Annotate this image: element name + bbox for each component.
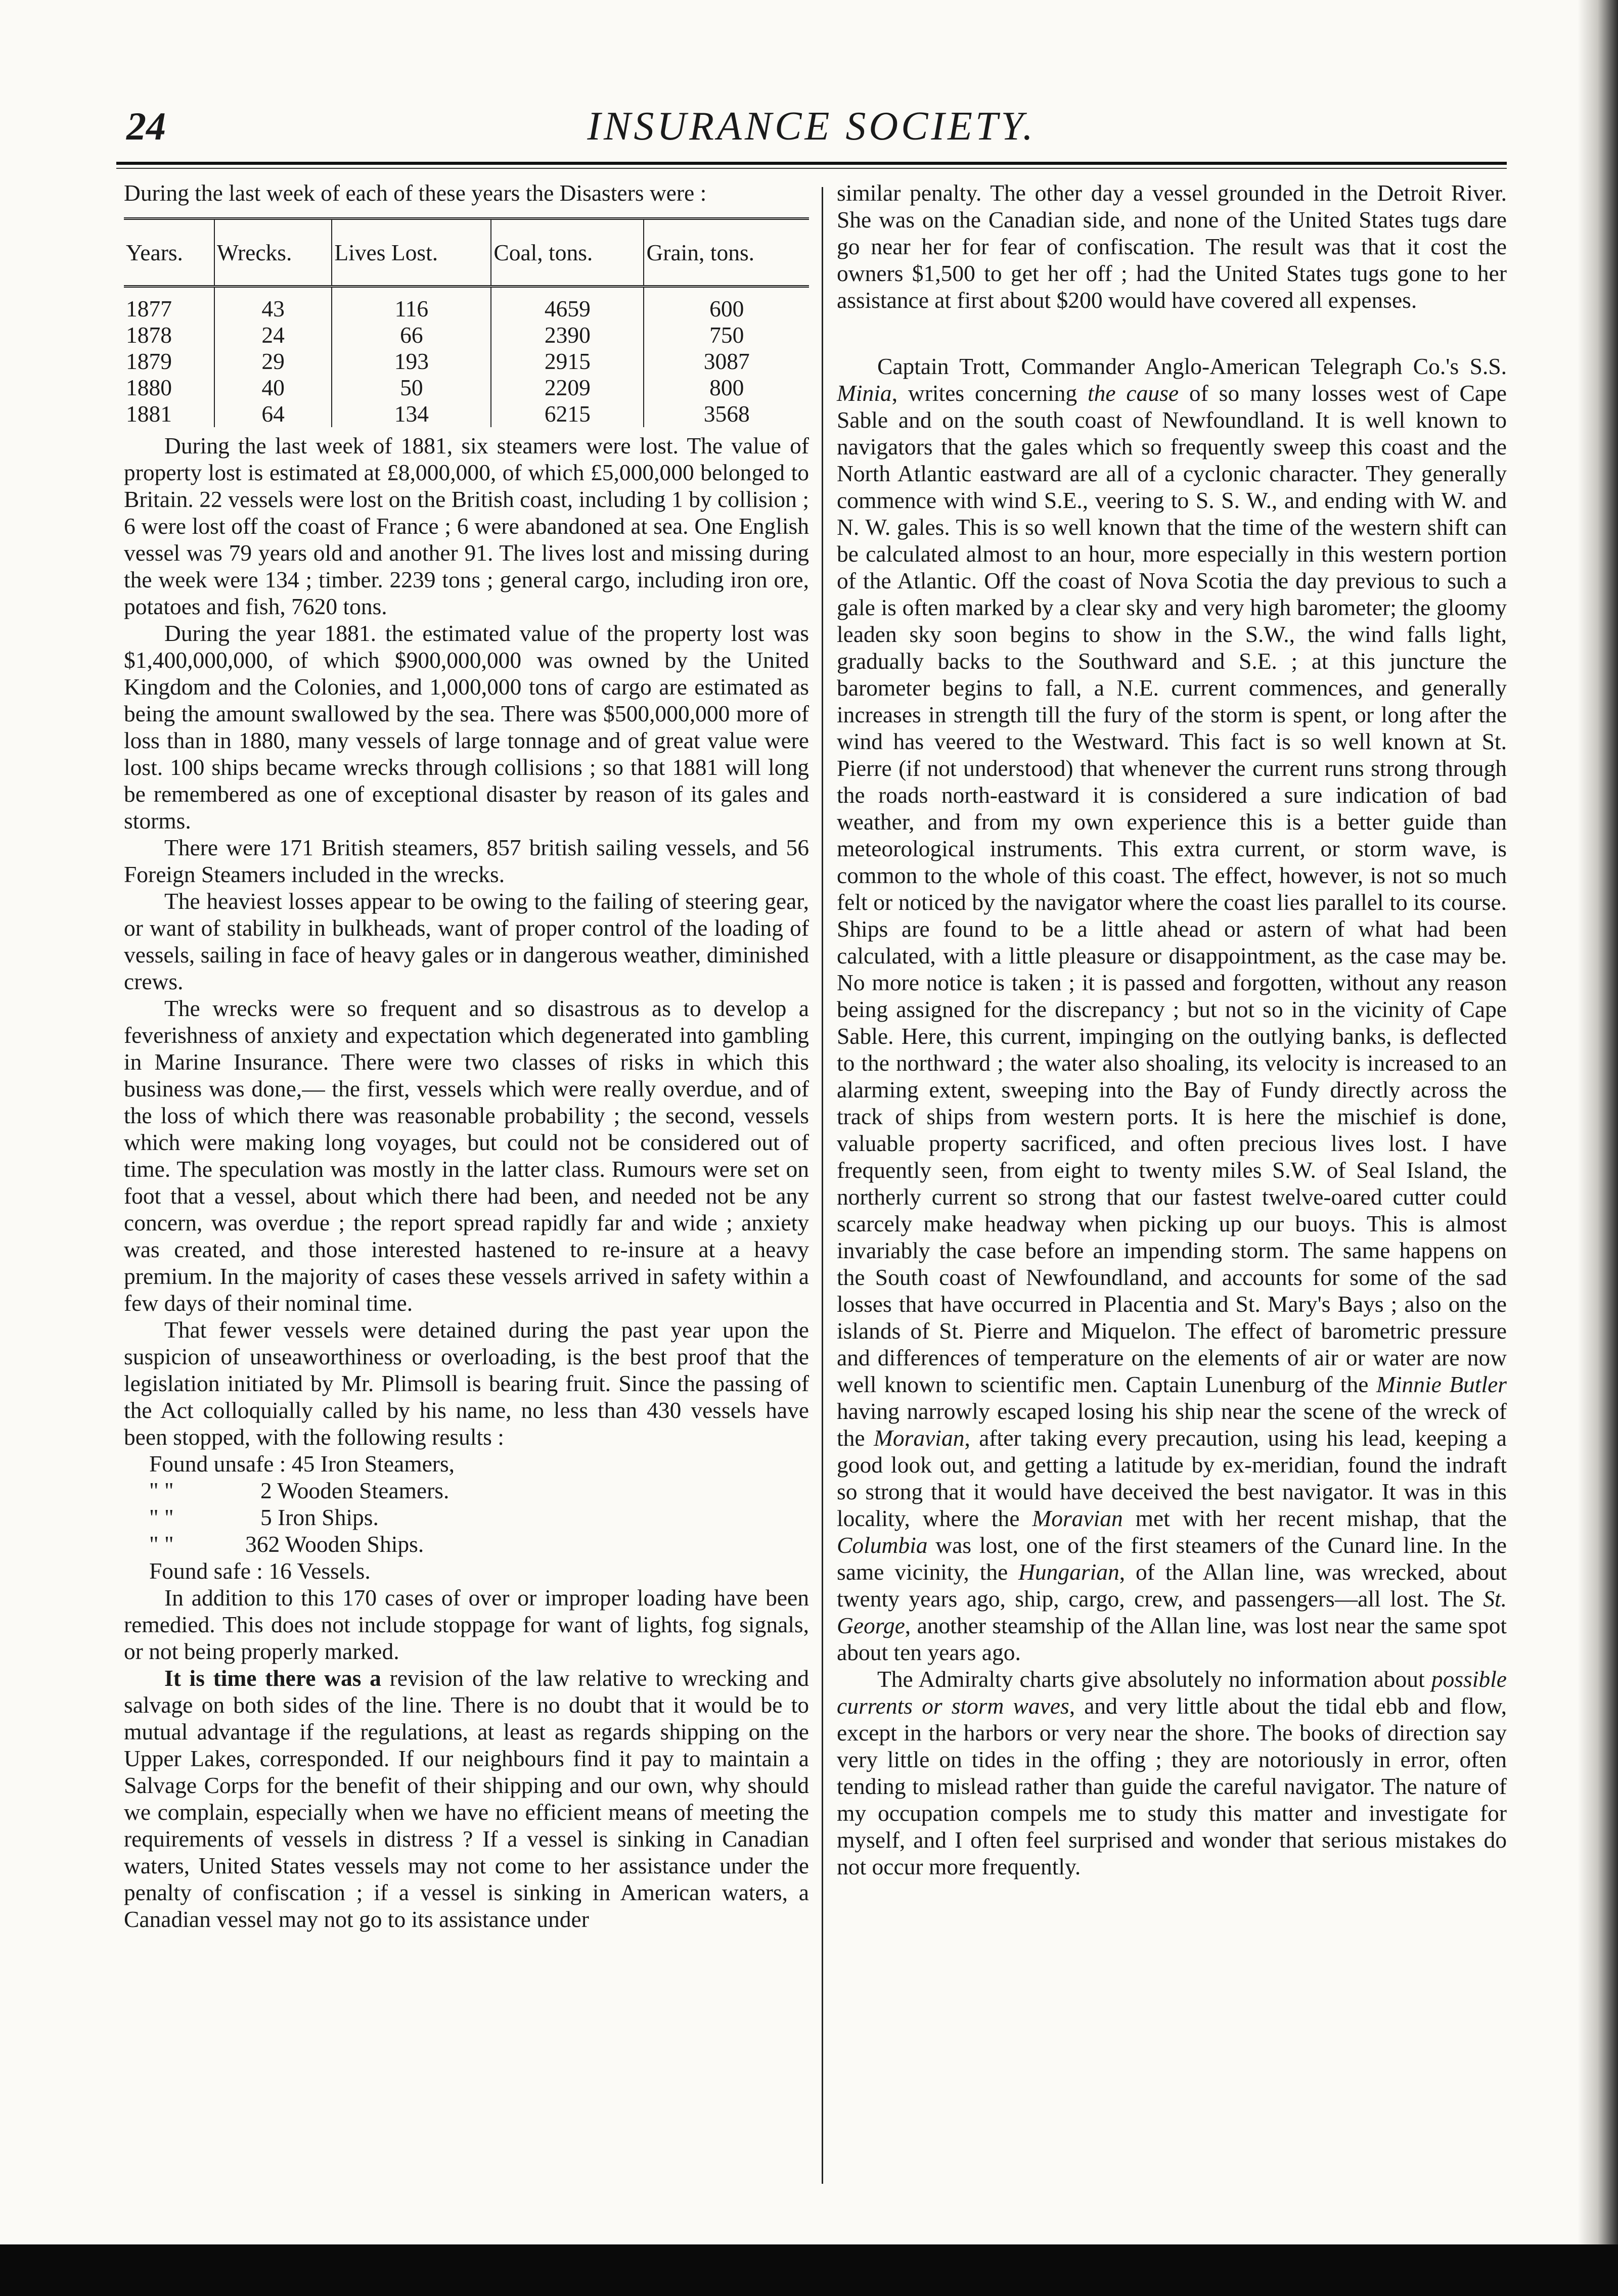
cell-wrecks: 43 bbox=[214, 296, 332, 322]
table-row bbox=[124, 401, 809, 427]
paragraph: The heaviest losses appear to be owing to the failing of steering gear, or want of stability in bulkheads, want of proper control of the loading of vessels, sailing in face of heavy gales or in dangerous weather, diminished crews. bbox=[124, 888, 809, 994]
running-head: INSURANCE SOCIETY. bbox=[587, 104, 1036, 149]
result-line: Found safe : 16 Vessels. bbox=[149, 1558, 371, 1584]
table-row bbox=[124, 375, 809, 401]
ship-name: Hungarian bbox=[1018, 1559, 1119, 1585]
col-header-years: Years. bbox=[124, 219, 214, 287]
cell-grain: 750 bbox=[644, 322, 809, 348]
cell-grain: 600 bbox=[644, 296, 809, 322]
cell-wrecks: 24 bbox=[214, 322, 332, 348]
cell-wrecks: 29 bbox=[214, 348, 332, 375]
table-row bbox=[124, 322, 809, 348]
scan-bottom-band bbox=[0, 2244, 1618, 2296]
cell-grain: 3568 bbox=[644, 401, 809, 427]
table-row bbox=[124, 348, 809, 375]
result-line: " " 2 Wooden Steamers. bbox=[149, 1478, 450, 1503]
paragraph: In addition to this 170 cases of over or improper loading have been remedied. This does not include stoppage for want of lights, fog signals, or not being properly marked. bbox=[124, 1585, 809, 1664]
header-rule bbox=[116, 162, 1507, 165]
result-line: Found unsafe : 45 Iron Steamers, bbox=[149, 1451, 455, 1477]
ship-name: Columbia bbox=[837, 1532, 928, 1558]
paragraph: That fewer vessels were detained during the past year upon the suspicion of unseaworthiness or overloading, is the best proof that the legislation initiated by Mr. Plimsoll is bearing fruit. Since the passing of the Act colloquially called by his name, no less than 430 vessels have been stopped, with the following results : bbox=[124, 1317, 809, 1450]
paragraph: During the year 1881. the estimated value of the property lost was $1,400,000,000, of which $900,000,000 was owned by the United Kingdom and the Colonies, and 1,000,000 tons of cargo are estimated as being the amount swallowed by the sea. There was $500,000,000 more of loss than in 1880, many vessels of large tonnage and of great value were lost. 100 ships became wrecks through collisions ; so that 1881 will long be remembered as one of exceptional disaster by reason of its gales and storms. bbox=[124, 620, 809, 834]
cell-lives: 134 bbox=[332, 401, 491, 427]
paragraph: similar penalty. The other day a vessel grounded in the Detroit River. She was on the Canadian side, and none of the United States tugs dare go near her for fear of confiscation. The result was that it cost the owners $1,500 to get her off ; had the United States tugs gone to her assistance at first about $200 would have covered all expenses. bbox=[837, 180, 1507, 313]
result-line: " " 362 Wooden Ships. bbox=[149, 1531, 424, 1557]
table-header-row bbox=[124, 219, 809, 287]
header-rule-thin bbox=[116, 168, 1507, 169]
right-column bbox=[837, 179, 1507, 1880]
page-edge-shadow bbox=[1578, 0, 1618, 2244]
paragraph: The Admiralty charts give absolutely no information about possible currents or storm waves, and very little about the tidal ebb and flow, except in the harbors or very near the shore. The books of direction say very little on tides in the offing ; they are notoriously in error, often tending to mislead rather than guide the careful navigator. The nature of my occupation compels me to study this matter and investigate for myself, and I often feel surprised and wonder that serious mistakes do not occur more frequently. bbox=[837, 1666, 1507, 1879]
cell-coal: 2390 bbox=[491, 322, 644, 348]
ditto-mark: " " bbox=[149, 1531, 174, 1557]
column-divider bbox=[822, 187, 823, 2184]
cell-lives: 66 bbox=[332, 322, 491, 348]
paragraph: There were 171 British steamers, 857 british sailing vessels, and 56 Foreign Steamers included in the wrecks. bbox=[124, 835, 809, 887]
cell-year: 1881 bbox=[126, 401, 172, 427]
result-line: " " 5 Iron Ships. bbox=[149, 1504, 379, 1530]
cell-year: 1880 bbox=[126, 375, 172, 400]
cell-wrecks: 40 bbox=[214, 375, 332, 401]
table-intro: During the last week of each of these years the Disasters were : bbox=[124, 180, 707, 206]
cell-coal: 4659 bbox=[491, 296, 644, 322]
cell-coal: 6215 bbox=[491, 401, 644, 427]
paragraph: It is time there was a revision of the law relative to wrecking and salvage on both sides of the line. There is no doubt that it would be to mutual advantage if the regulations, at least as regards shipping on the Upper Lakes, corresponded. If our neighbours find it pay to maintain a Salvage Corps for the benefit of their shipping and our own, why should we complain, especially when we have no efficient means of meeting the requirements of vessels in distress ? If a vessel is sinking in Canadian waters, United States vessels may not come to her assistance under the penalty of confiscation ; if a vessel is sinking in American waters, a Canadian vessel may not go to its assistance under bbox=[124, 1665, 810, 1932]
page-header bbox=[116, 104, 1507, 159]
table-spacer bbox=[124, 287, 809, 296]
cell-year: 1879 bbox=[126, 348, 172, 374]
cell-coal: 2209 bbox=[491, 375, 644, 401]
ship-name: Minia bbox=[837, 380, 892, 406]
cell-coal: 2915 bbox=[491, 348, 644, 375]
paragraph: The wrecks were so frequent and so disastrous as to develop a feverishness of anxiety and expectation which degenerated into gambling in Marine Insurance. There were two classes of risks in which this business was done,— the first, vessels which were really overdue, and of the loss of which there was reasonable probability ; the second, vessels which were making long voyages, but could not be considered out of time. The speculation was mostly in the latter class. Rumours were set on foot that a vessel, about which there had been, and needed not be any concern, was overdue ; the report spread rapidly far and wide ; anxiety was created, and those interested hastened to re-insure at a heavy premium. In the majority of cases these vessels arrived in safety within a few days of their nominal time. bbox=[124, 995, 809, 1316]
ship-name: Moravian bbox=[1032, 1505, 1123, 1531]
ship-name: Moravian bbox=[874, 1425, 965, 1451]
cell-wrecks: 64 bbox=[214, 401, 332, 427]
col-header-coal: Coal, tons. bbox=[491, 219, 644, 287]
cell-lives: 116 bbox=[332, 296, 491, 322]
ditto-mark: " " bbox=[149, 1478, 174, 1503]
cell-grain: 3087 bbox=[644, 348, 809, 375]
ship-name: St. George bbox=[837, 1586, 1507, 1638]
cell-lives: 193 bbox=[332, 348, 491, 375]
inspection-results bbox=[124, 1450, 809, 1584]
cell-year: 1877 bbox=[126, 296, 172, 322]
disasters-table bbox=[124, 217, 809, 427]
paragraph: During the last week of 1881, six steamers were lost. The value of property lost is estimated at £8,000,000, of which £5,000,000 belonged to Britain. 22 vessels were lost on the British coast, including 1 by collision ; 6 were lost off the coast of France ; 6 were abandoned at sea. One English vessel was 79 years old and another 91. The lives lost and missing during the week were 134 ; timber. 2239 tons ; general cargo, including iron ore, potatoes and fish, 7620 tons. bbox=[124, 433, 809, 619]
col-header-wrecks: Wrecks. bbox=[214, 219, 332, 287]
ditto-mark: " " bbox=[149, 1504, 174, 1530]
left-column bbox=[124, 179, 809, 1933]
cell-grain: 800 bbox=[644, 375, 809, 401]
page-number: 24 bbox=[126, 104, 166, 148]
bold-lead-in: It is time there was a bbox=[164, 1665, 381, 1691]
ship-name: Minnie Butler bbox=[1376, 1371, 1507, 1397]
cell-year: 1878 bbox=[126, 322, 172, 348]
col-header-lives: Lives Lost. bbox=[332, 219, 491, 287]
table-row bbox=[124, 296, 809, 322]
paragraph: Captain Trott, Commander Anglo-American Telegraph Co.'s S.S. Minia, writes concerning the cause of so many losses west of Cape Sable and on the south coast of Newfoundland. It is well known to navigators that the gales which so frequently sweep this coast and the North Atlantic eastward are all of a cyclonic character. They generally commence with wind S.E., veering to S. S. W., and ending with W. and N. W. gales. This is so well known that the time of the western shift can be calculated almost to an hour, more especially in this western portion of the Atlantic. Off the coast of Nova Scotia the day previous to such a gale is often marked by a clear sky and very high barometer; the gloomy leaden sky soon begins to show in the S.W., the wind falls light, gradually backs to the Southward and S.E. ; at this juncture the barometer begins to fall, a N.E. current commences, and generally increases in strength till the fury of the storm is spent, or long after the wind has veered to the Westward. This fact is so well known at St. Pierre (if not understood) that whenever the current runs strong through the roads north-eastward it is considered a sure indication of bad weather, and from my own experience this is a better guide than meteorological instruments. This extra current, or storm wave, is common to the whole of this coast. The effect, however, is not so much felt or noticed by the navigator where the coast lies parallel to its course. Ships are found to be a little ahead or astern of what had been calculated, with a little pleasure or disappointment, as the case may be. No more notice is taken ; it is passed and forgotten, without any reason being assigned for the discrepancy ; but not so in the vicinity of Cape Sable. Here, this current, impinging on the outlying banks, is deflected to the northward ; the water also shoaling, its velocity is increased to an alarming extent, sweeping into the Bay of Fundy directly across the track of ships from western ports. It is here the mischief is done, valuable property sacrificed, and often precious lives lost. I have frequently seen, from eight to twenty miles S.W. of Seal Island, the northerly current so strong that our fastest twelve-oared cutter could scarcely make headway when picking up our buoys. This is almost invariably the case before an impending storm. The same happens on the South coast of Newfoundland, and accounts for some of the sad losses that have occurred in Placentia and St. Mary's Bays ; also on the islands of St. Pierre and Miquelon. The effect of barometric pressure and differences of temperature on the elements of air or water are now well known to scientific men. Captain Lunenburg of the Minnie Butler having narrowly escaped losing his ship near the scene of the wreck of the Moravian, after taking every precaution, using his lead, keeping a good look out, and getting a latitude by ex-meridian, found the indraft so strong that it would have deceived the best navigator. It was in this locality, where the Moravian met with her recent mishap, that the Columbia was lost, one of the first steamers of the Cunard line. In the same vicinity, the Hungarian, of the Allan line, was wrecked, about twenty years ago, ship, cargo, crew, and passengers—all lost. The St. George, another steamship of the Allan line, was lost near the same spot about ten years ago. bbox=[837, 353, 1507, 1665]
cell-lives: 50 bbox=[332, 375, 491, 401]
col-header-grain: Grain, tons. bbox=[644, 219, 809, 287]
